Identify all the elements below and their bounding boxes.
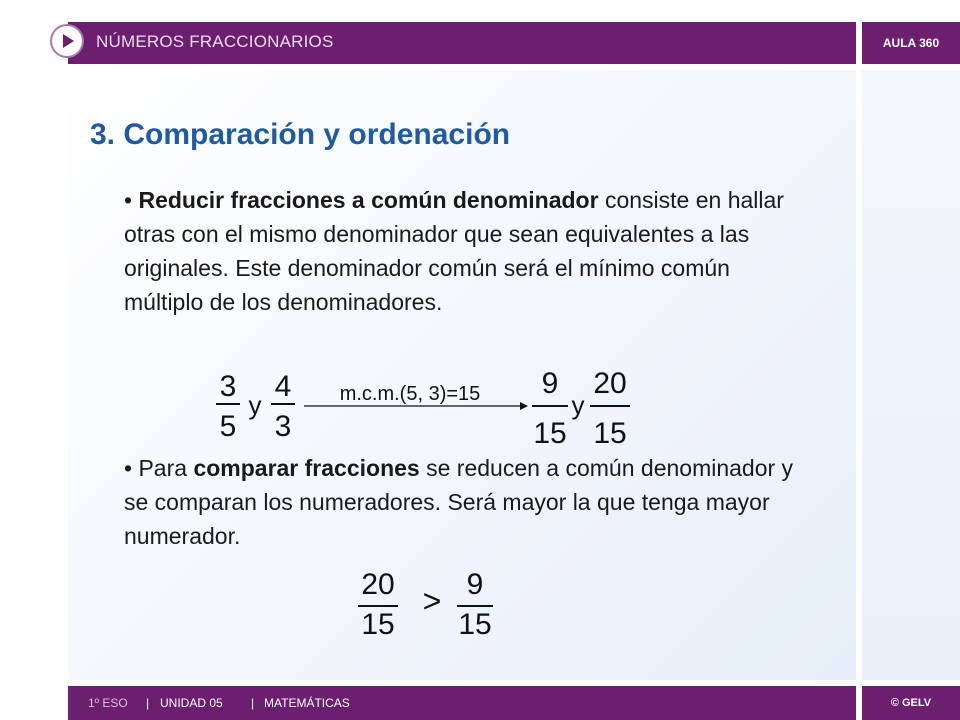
content-panel: [68, 70, 856, 680]
section-title: NÚMEROS FRACCIONARIOS: [96, 32, 334, 51]
play-icon: [52, 26, 82, 56]
frac-left-num: 20: [361, 568, 395, 601]
side-panel: [862, 70, 960, 680]
copyright: © GELV: [890, 697, 932, 709]
slide-title: 3. Comparación y ordenación: [90, 118, 511, 151]
frac-right-den: 15: [458, 608, 492, 641]
bullet-2-bold: comparar fracciones: [193, 455, 420, 481]
footer-subject: MATEMÁTICAS: [264, 696, 350, 710]
frac-a-num: 3: [219, 370, 237, 403]
frac-right-num: 9: [466, 568, 484, 601]
footer-course: 1º ESO: [88, 696, 128, 710]
frac-d-num: 20: [593, 367, 627, 400]
frac-b-den: 3: [274, 410, 292, 443]
brand-label: AULA 360: [882, 36, 940, 50]
arrow-label: m.c.m.(5, 3)=15: [339, 383, 481, 405]
bullet-2-pre: Para: [138, 455, 194, 481]
frac-c-den: 15: [533, 417, 567, 450]
frac-a-den: 5: [219, 410, 237, 443]
bullet-1-bold: Reducir fracciones a común denominador: [138, 187, 599, 213]
bullet-1-text: consiste en hallar otras con el mismo denominador que sean equivalentes a las originales. Este denominador común será el mínimo común múltiplo de los denominadores.: [124, 187, 784, 315]
play-button[interactable]: [52, 26, 82, 56]
frac-b-num: 4: [274, 370, 292, 403]
bullet-1: • Reducir fracciones a común denominador consiste en hallar otras con el mismo denominador que sean equivalentes a las originales. Este denominador común será el mínimo común múltiplo de los denominadores.: [124, 187, 784, 315]
frac-c-num: 9: [541, 367, 559, 400]
footer-unit: UNIDAD 05: [160, 696, 223, 710]
bullet-2: • Para comparar fracciones se reducen a común denominador y se comparan los numeradores. Será mayor la que tenga mayor numerador.: [124, 455, 794, 549]
footer-sep-1: |: [146, 696, 150, 710]
frac-left-den: 15: [361, 608, 395, 641]
conj-1: y: [248, 390, 262, 420]
footer-sep-2: |: [251, 696, 255, 710]
frac-d-den: 15: [593, 417, 627, 450]
conj-2: y: [571, 390, 585, 420]
greater-than: >: [422, 583, 442, 619]
bullet-2-text: se reducen a común denominador y se comparan los numeradores. Será mayor la que tenga mayor numerador.: [124, 455, 794, 549]
